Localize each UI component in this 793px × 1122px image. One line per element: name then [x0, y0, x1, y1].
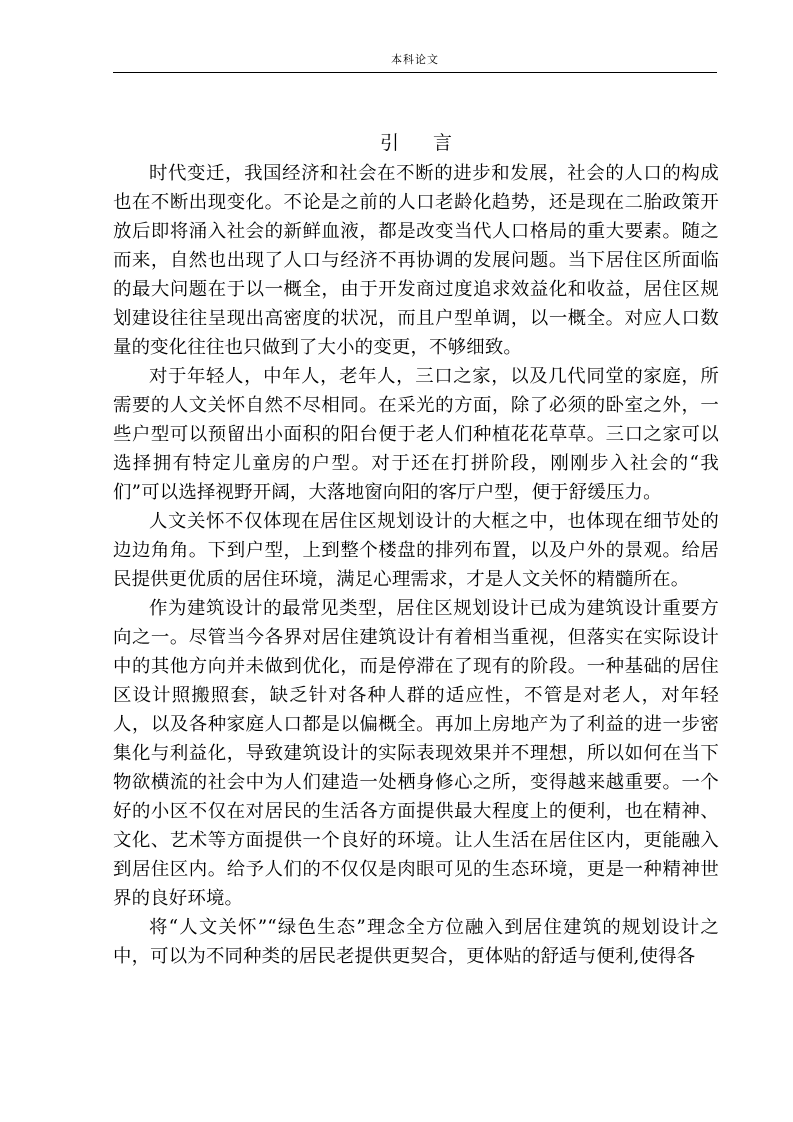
paragraph-5: 将“人文关怀”“绿色生态”理念全方位融入到居住建筑的规划设计之中，可以为不同种类的居民老提供更契合，更体贴的舒适与便利,使得各 [113, 917, 719, 967]
paragraph-1: 时代变迁，我国经济和社会在不断的进步和发展，社会的人口的构成也在不断出现变化。不论是之前的人口老龄化趋势，还是现在二胎政策开放后即将涌入社会的新鲜血液，都是改变当代人口格局的重大要素。随之而来，自然也出现了人口与经济不再协调的发展问题。当下居住区所面临的最大问题在于以一概全，由于开发商过度追求效益化和收益，居住区规划建设往往呈现出高密度的状况，而且户型单调，以一概全。对应人口数量的变化往往也只做到了大小的变更，不够细致。 [113, 163, 719, 358]
body-text [113, 129, 719, 971]
header-rule [113, 72, 717, 73]
paragraph-3: 人文关怀不仅体现在居住区规划设计的大框之中，也体现在细节处的边边角角。下到户型，上到整个楼盘的排列布置，以及户外的景观。给居民提供更优质的居住环境，满足心理需求，才是人文关怀的精髓所在。 [113, 511, 719, 590]
paragraph-4: 作为建筑设计的最常见类型，居住区规划设计已成为建筑设计重要方向之一。尽管当今各界对居住建筑设计有着相当重视，但落实在实际设计中的其他方向并未做到优化，而是停滞在了现有的阶段。一种基础的居住区设计照搬照套，缺乏针对各种人群的适应性，不管是对老人，对年轻人，以及各种家庭人口都是以偏概全。再加上房地产为了利益的进一步密集化与利益化，导致建筑设计的实际表现效果并不理想，所以如何在当下物欲横流的社会中为人们建造一处栖身修心之所，变得越来越重要。一个好的小区不仅在对居民的生活各方面提供最大程度上的便利，也在精神、文化、艺术等方面提供一个良好的环境。让人生活在居住区内，更能融入到居住区内。给予人们的不仅仅是肉眼可见的生态环境，更是一种精神世界的良好环境。 [113, 598, 719, 909]
running-header: 本科论文 [391, 53, 439, 66]
section-title: 引言 [379, 132, 486, 154]
paragraph-2: 对于年轻人，中年人，老年人，三口之家，以及几代同堂的家庭，所需要的人文关怀自然不尽相同。在采光的方面，除了必须的卧室之外，一些户型可以预留出小面积的阳台便于老人们种植花花草草。三口之家可以选择拥有特定儿童房的户型。对于还在打拼阶段，刚刚步入社会的“我们”可以选择视野开阔，大落地窗向阳的客厅户型，便于舒缓压力。 [113, 366, 719, 503]
